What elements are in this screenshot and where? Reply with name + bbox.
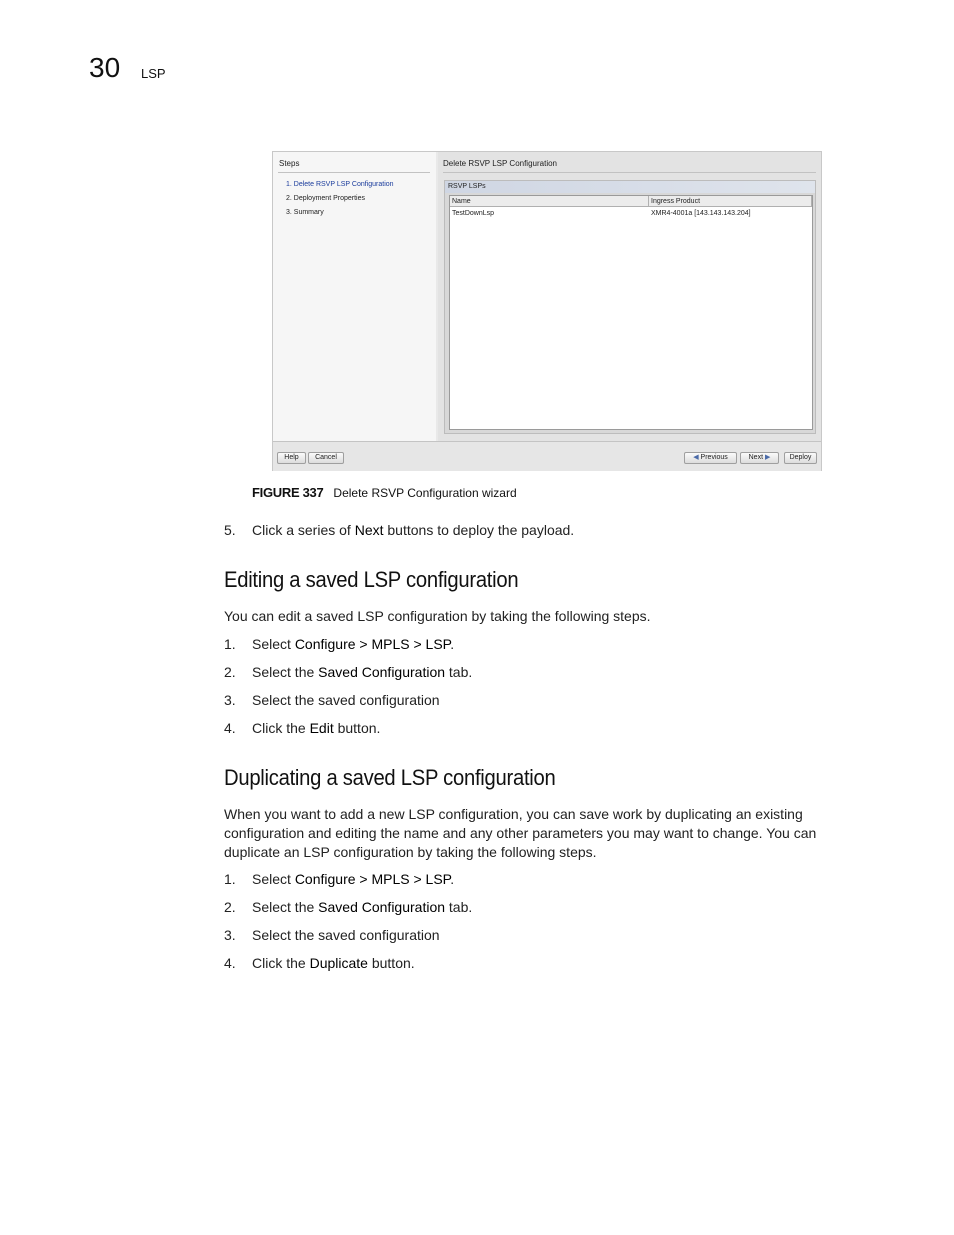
cell-ingress: XMR4-4001a [143.143.143.204]: [651, 210, 751, 217]
list-number: 4.: [224, 955, 236, 971]
list-number: 2.: [224, 664, 236, 680]
ui-term: Configure > MPLS > LSP: [294, 871, 451, 887]
list-number: 5.: [224, 522, 236, 538]
list-item: [224, 955, 415, 971]
list-text: Click the: [252, 955, 310, 971]
paragraph-line: duplicate an LSP configuration by taking the following steps.: [224, 844, 597, 860]
list-number: 3.: [224, 927, 236, 943]
list-text: tab.: [445, 664, 473, 680]
figure-caption-text: Delete RSVP Configuration wizard: [333, 486, 517, 500]
ui-term: Configure > MPLS > LSP: [294, 636, 451, 652]
list-item: [224, 636, 454, 652]
list-text: Select the saved configuration: [252, 692, 440, 708]
steps-panel: [273, 152, 436, 441]
list-text: tab.: [445, 899, 473, 915]
heading-duplicating: Duplicating a saved LSP configuration: [224, 765, 556, 790]
previous-label: Previous: [700, 454, 728, 461]
ui-term: Saved Configuration: [318, 899, 446, 915]
list-item: [224, 664, 472, 680]
list-text: button.: [367, 955, 415, 971]
list-item: [224, 692, 440, 708]
list-item: [224, 899, 472, 915]
list-item: [224, 927, 440, 943]
group-title-bar: [445, 181, 815, 193]
step-item-delete[interactable]: 1. Delete RSVP LSP Configuration: [286, 181, 394, 188]
list-number: 1.: [224, 636, 236, 652]
previous-button[interactable]: [684, 452, 737, 464]
ui-term: Saved Configuration: [318, 664, 446, 680]
arrow-right-icon: ▶: [764, 454, 771, 461]
figure-caption: [252, 485, 517, 500]
chapter-number: 30: [89, 52, 121, 83]
list-text: .: [450, 871, 455, 887]
list-item: [224, 871, 454, 887]
list-text: .: [450, 636, 455, 652]
heading-editing: Editing a saved LSP configuration: [224, 567, 519, 592]
ui-term: Next: [354, 522, 384, 538]
paragraph: You can edit a saved LSP configuration by taking the following steps.: [224, 608, 651, 624]
deploy-button[interactable]: Deploy: [784, 452, 817, 464]
step-item-summary[interactable]: 3. Summary: [286, 209, 324, 216]
list-text: Click a series of: [252, 522, 355, 538]
list-number: 2.: [224, 899, 236, 915]
column-header-ingress[interactable]: Ingress Product: [649, 196, 812, 207]
list-text: button.: [333, 720, 381, 736]
figure-label: FIGURE 337: [252, 485, 324, 500]
column-header-name[interactable]: Name: [450, 196, 649, 207]
list-item: [224, 720, 380, 736]
list-text: Select: [252, 871, 295, 887]
cancel-button[interactable]: Cancel: [308, 452, 344, 464]
list-item: [224, 522, 574, 538]
list-number: 4.: [224, 720, 236, 736]
divider: [443, 172, 816, 173]
section-title: LSP: [141, 66, 166, 81]
panel-title: Delete RSVP LSP Configuration: [443, 159, 557, 168]
list-number: 3.: [224, 692, 236, 708]
list-text: Click the: [252, 720, 310, 736]
divider: [278, 172, 430, 173]
rsvp-lsps-group: [444, 180, 816, 434]
arrow-left-icon: ◀: [693, 454, 699, 461]
paragraph: [224, 805, 864, 862]
help-button[interactable]: Help: [277, 452, 306, 464]
group-title: RSVP LSPs: [448, 183, 486, 190]
paragraph-line: When you want to add a new LSP configuration, you can save work by duplicating an existing: [224, 806, 803, 822]
list-text: Select the: [252, 664, 319, 680]
lsp-table: [449, 195, 813, 430]
ui-term: Duplicate: [309, 955, 368, 971]
list-text: Select: [252, 636, 295, 652]
next-label: Next: [748, 454, 764, 461]
content-panel: [438, 152, 821, 441]
list-number: 1.: [224, 871, 236, 887]
next-button[interactable]: [740, 452, 779, 464]
steps-title: Steps: [279, 159, 300, 168]
list-text: Select the: [252, 899, 319, 915]
list-text: Select the saved configuration: [252, 927, 440, 943]
ui-term: Edit: [309, 720, 334, 736]
cell-name: TestDownLsp: [452, 210, 495, 217]
paragraph-line: configuration and editing the name and any other parameters you may want to change. You can: [224, 825, 817, 841]
list-text: buttons to deploy the payload.: [383, 522, 575, 538]
wizard-screenshot: [272, 151, 822, 471]
step-item-deployment[interactable]: 2. Deployment Properties: [286, 195, 365, 202]
button-bar: [273, 441, 821, 471]
